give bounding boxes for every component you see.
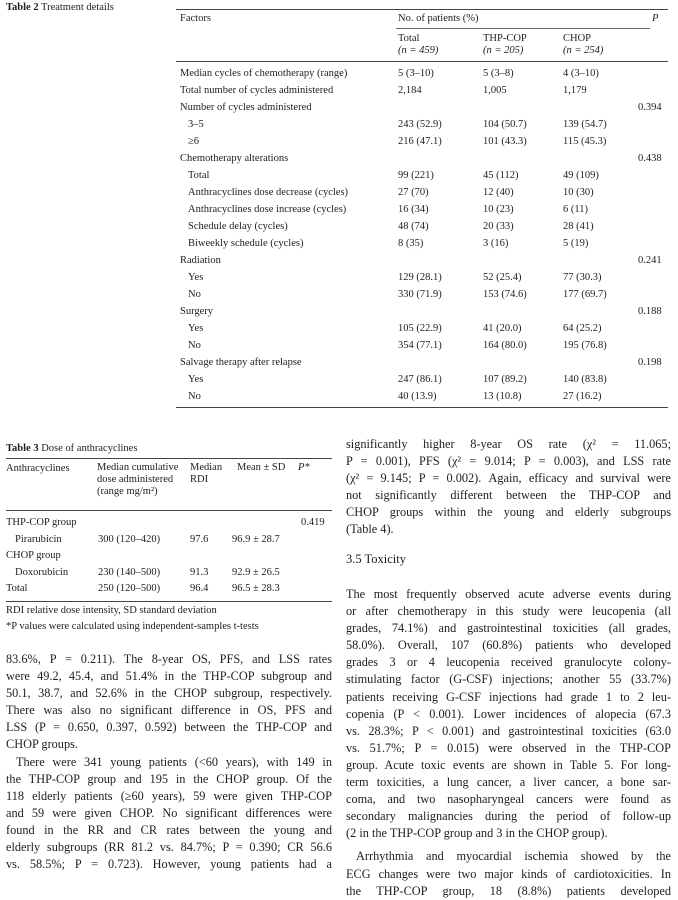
table2-total: 105 (22.9) [398, 323, 442, 334]
table2-thp: 13 (10.8) [483, 391, 522, 402]
table2-p: 0.438 [638, 153, 662, 164]
table2-header-patients: No. of patients (%) [398, 13, 479, 24]
table3-mean: 92.9 ± 26.5 [232, 567, 280, 578]
table3-header-mean: Mean ± SD [237, 462, 286, 473]
table2-total: 27 (70) [398, 187, 429, 198]
table2-chop: 177 (69.7) [563, 289, 607, 300]
table2-thp: 20 (33) [483, 221, 514, 232]
table2-chop: 195 (76.8) [563, 340, 607, 351]
table2-factor: Median cycles of chemotherapy (range) [180, 68, 348, 79]
text-line: and 59 were given CHOP. No significant differences were [6, 805, 332, 820]
table2-chop: 5 (19) [563, 238, 589, 249]
table2-total: 247 (86.1) [398, 374, 442, 385]
table2-factor: Total number of cycles administered [180, 85, 334, 96]
table2-header-thp: THP-COP [483, 33, 527, 44]
table3-header-rdi-1: Median [190, 462, 223, 473]
table2-chop: 139 (54.7) [563, 119, 607, 130]
text-line: P = 0.001), PFS (χ² = 9.014; P = 0.003), and LSS rate [346, 454, 671, 469]
text-line: not significantly different between the THP-COP and [346, 488, 671, 503]
text-line: grades, 74.1%) and gastrointestinal toxicities (all grades, [346, 621, 671, 636]
table2-thp: 164 (80.0) [483, 340, 527, 351]
table2-factor: Salvage therapy after relapse [180, 357, 302, 368]
table2-factor: Yes [188, 323, 204, 334]
table2-header-total: Total [398, 33, 420, 44]
text-line: found in the RR and CR rates between the young and [6, 822, 332, 837]
table2-total: 216 (47.1) [398, 136, 442, 147]
table2-thp: 107 (89.2) [483, 374, 527, 385]
table2-factor: Radiation [180, 255, 221, 266]
right-column-text-top [346, 436, 671, 539]
table3-header-rdi-2: RDI [190, 474, 209, 485]
table2-header-thp-n: (n = 205) [483, 45, 524, 56]
left-column-text [6, 651, 332, 873]
text-line: (χ² = 9.145; P = 0.002). Again, efficacy and survival were [346, 471, 671, 486]
table2-factor: Schedule delay (cycles) [188, 221, 288, 232]
table2-chop: 28 (41) [563, 221, 594, 232]
table3-dose: 300 (120–420) [98, 534, 161, 545]
section-heading: 3.5 Toxicity [346, 552, 407, 566]
table2-factor: No [188, 391, 201, 402]
table2-total: 2,184 [398, 85, 422, 96]
table3-mean: 96.9 ± 28.7 [232, 534, 280, 545]
table2-factor: No [188, 289, 201, 300]
table2-factor: Surgery [180, 306, 214, 317]
table2-thp: 104 (50.7) [483, 119, 527, 130]
table3-drug: Doxorubicin [15, 567, 69, 578]
table2-header-rule [176, 61, 668, 62]
table3-rdi: 96.4 [190, 583, 209, 594]
table3-bottom-rule [6, 601, 332, 602]
table2-thp: 153 (74.6) [483, 289, 527, 300]
table2-bottom-rule [176, 407, 668, 408]
text-line: LSS (P = 0.650, 0.397, 0.592) between the THP-COP and [6, 720, 332, 735]
text-line: copenia (P < 0.001). Lower incidences of alopecia (67.3 [346, 706, 671, 721]
table2-factor: Yes [188, 272, 204, 283]
table3-caption [6, 443, 137, 454]
table2-thp: 41 (20.0) [483, 323, 522, 334]
text-line: 83.6%, P = 0.211). The 8-year OS, PFS, and LSS rates [6, 652, 332, 666]
table2-factor: Anthracyclines dose decrease (cycles) [188, 187, 349, 198]
table2-total: 243 (52.9) [398, 119, 442, 130]
table3-dose: 250 (120–500) [98, 583, 161, 594]
table3-drug: THP-COP group [6, 517, 77, 528]
text-line: Arrhythmia and myocardial ischemia showed by the [356, 849, 671, 864]
table3-rdi: 97.6 [190, 534, 209, 545]
table3-header-dose-1: Median cumulative [97, 462, 179, 473]
table2-thp: 1,005 [483, 85, 507, 96]
table2-group-rule [396, 28, 650, 29]
table2-thp: 5 (3–8) [483, 68, 514, 79]
text-line: The most frequently observed acute adverse events during [346, 587, 671, 601]
table2-chop: 10 (30) [563, 187, 594, 198]
table3-header-rule [6, 510, 332, 511]
text-line: ECG changes were two major kinds of cardiotoxicities. In [346, 866, 671, 881]
table3-drug: Total [6, 583, 28, 594]
table3-mean: 96.5 ± 28.3 [232, 583, 280, 594]
right-column-text-bottom [346, 586, 671, 900]
table2-chop: 77 (30.3) [563, 272, 602, 283]
table2-p: 0.188 [638, 306, 662, 317]
table2-caption-label: Table 2 [6, 2, 39, 13]
text-line: patients receiving G-CSF injections had grade 1 to 2 leu- [346, 689, 671, 704]
table2-p: 0.198 [638, 357, 662, 368]
table3-header-dose-2: dose administered [97, 474, 174, 485]
table2-header-factors: Factors [180, 13, 211, 24]
text-line: were 49.2, 45.4, and 51.4% in the THP-COP subgroup and [6, 669, 332, 684]
text-line: stimulating factor (G-CSF) injections; another 55 (33.7%) [346, 672, 671, 687]
table3-footnote-2: *P values were calculated using independent-samples t-tests [6, 621, 259, 632]
table2-factor: 3–5 [188, 119, 204, 130]
table3-top-rule [6, 458, 332, 459]
text-line: group. Acute toxic events are shown in Table 5. For long- [346, 757, 671, 772]
table3-footnote-1: RDI relative dose intensity, SD standard deviation [6, 605, 217, 616]
text-line: vs. 58.5%; P = 0.723). However, young patients had a [6, 857, 332, 872]
table2-factor: Number of cycles administered [180, 102, 312, 113]
text-line: CHOP groups. [6, 737, 78, 752]
table2-p: 0.241 [638, 255, 662, 266]
text-line: secondary malignancies during the period of follow-up [346, 809, 671, 824]
table3-caption-label: Table 3 [6, 443, 39, 454]
table2-header-chop: CHOP [563, 33, 592, 44]
table2-chop: 64 (25.2) [563, 323, 602, 334]
table2-chop: 115 (45.3) [563, 136, 607, 147]
text-line: CHOP groups within the young and elderly subgroups [346, 505, 671, 520]
table3-header-dose-3: (range mg/m²) [97, 486, 158, 497]
text-line: the THP-COP group, 18 (8.8%) patients developed [346, 883, 671, 898]
table2-header-chop-n: (n = 254) [563, 45, 604, 56]
text-line: There were 341 young patients (<60 years), with 149 in [16, 754, 332, 769]
table2-factor: ≥6 [188, 136, 200, 147]
text-line: (Table 4). [346, 522, 394, 537]
table2-thp: 101 (43.3) [483, 136, 527, 147]
text-line: significantly higher 8-year OS rate (χ² = 11.065; [346, 437, 671, 451]
table2-total: 129 (28.1) [398, 272, 442, 283]
text-line: elderly subgroups (RR 81.2 vs. 84.7%; P = 0.390; CR 56.6 [6, 840, 332, 855]
table2-total: 16 (34) [398, 204, 429, 215]
table2-total: 330 (71.9) [398, 289, 442, 300]
text-line: term toxicities, a lung cancer, a liver cancer, a bone sar- [346, 775, 671, 790]
table2-factor: Yes [188, 374, 204, 385]
table2-chop: 1,179 [563, 85, 587, 96]
table2-factor: Biweekly schedule (cycles) [188, 238, 304, 249]
table2-factor: Total [188, 170, 210, 181]
table2-thp: 12 (40) [483, 187, 514, 198]
table2-chop: 6 (11) [563, 204, 588, 215]
table2-caption-text: Treatment details [41, 2, 114, 13]
table3-drug: CHOP group [6, 550, 61, 561]
table3-p: 0.419 [301, 517, 325, 528]
text-line: grades 3 or 4 leucopenia received granulocyte colony- [346, 655, 671, 670]
table2-thp: 52 (25.4) [483, 272, 522, 283]
text-line: vs. 51.7%; P = 0.015) were observed in the THP-COP [346, 740, 671, 755]
table2-total: 8 (35) [398, 238, 424, 249]
table2-thp: 10 (23) [483, 204, 514, 215]
table2-chop: 4 (3–10) [563, 68, 599, 79]
table2-header-p: P [652, 13, 659, 24]
text-line: vs. 28.3%; P < 0.001) and gastrointestinal toxicities (63.0 [346, 723, 671, 738]
table3-header-p: P* [298, 462, 310, 473]
table2-total: 99 (221) [398, 170, 434, 181]
text-line: 58.0%). Overall, 107 (60.8%) patients who developed [346, 638, 671, 653]
text-line: 118 elderly patients (≥60 years), 59 were given THP-COP [6, 788, 332, 803]
table3-header-anthracyclines: Anthracyclines [6, 463, 70, 474]
table3-drug: Pirarubicin [15, 534, 62, 545]
table2-factor: Chemotherapy alterations [180, 153, 289, 164]
table2-total: 354 (77.1) [398, 340, 442, 351]
table3-rdi: 91.3 [190, 567, 209, 578]
table2-chop: 27 (16.2) [563, 391, 602, 402]
table3-dose: 230 (140–500) [98, 567, 161, 578]
table2-factor: Anthracyclines dose increase (cycles) [188, 204, 347, 215]
table2-header-total-n: (n = 459) [398, 45, 439, 56]
text-line: coma, and two nasopharyngeal cancers were found as [346, 792, 671, 807]
text-line: There was also no significant difference in OS, PFS and [6, 703, 332, 718]
text-line: or after chemotherapy in this study were leucopenia (all [346, 604, 671, 619]
text-line: the THP-COP group and 195 in the CHOP group. Of the [6, 771, 332, 786]
table2-thp: 3 (16) [483, 238, 509, 249]
table2-total: 40 (13.9) [398, 391, 437, 402]
table2-thp: 45 (112) [483, 170, 519, 181]
table2-chop: 140 (83.8) [563, 374, 607, 385]
table2-total: 5 (3–10) [398, 68, 434, 79]
table2-total: 48 (74) [398, 221, 429, 232]
table2-factor: No [188, 340, 201, 351]
table3-caption-text: Dose of anthracyclines [41, 443, 138, 454]
table2-p: 0.394 [638, 102, 662, 113]
text-line: (2 in the THP-COP group and 3 in the CHOP group). [346, 826, 608, 841]
table2-top-rule [176, 9, 668, 10]
table2-caption [6, 2, 114, 13]
text-line: 50.1, 38.7, and 52.6% in the CHOP subgroup, respectively. [6, 686, 332, 701]
table2-chop: 49 (109) [563, 170, 599, 181]
